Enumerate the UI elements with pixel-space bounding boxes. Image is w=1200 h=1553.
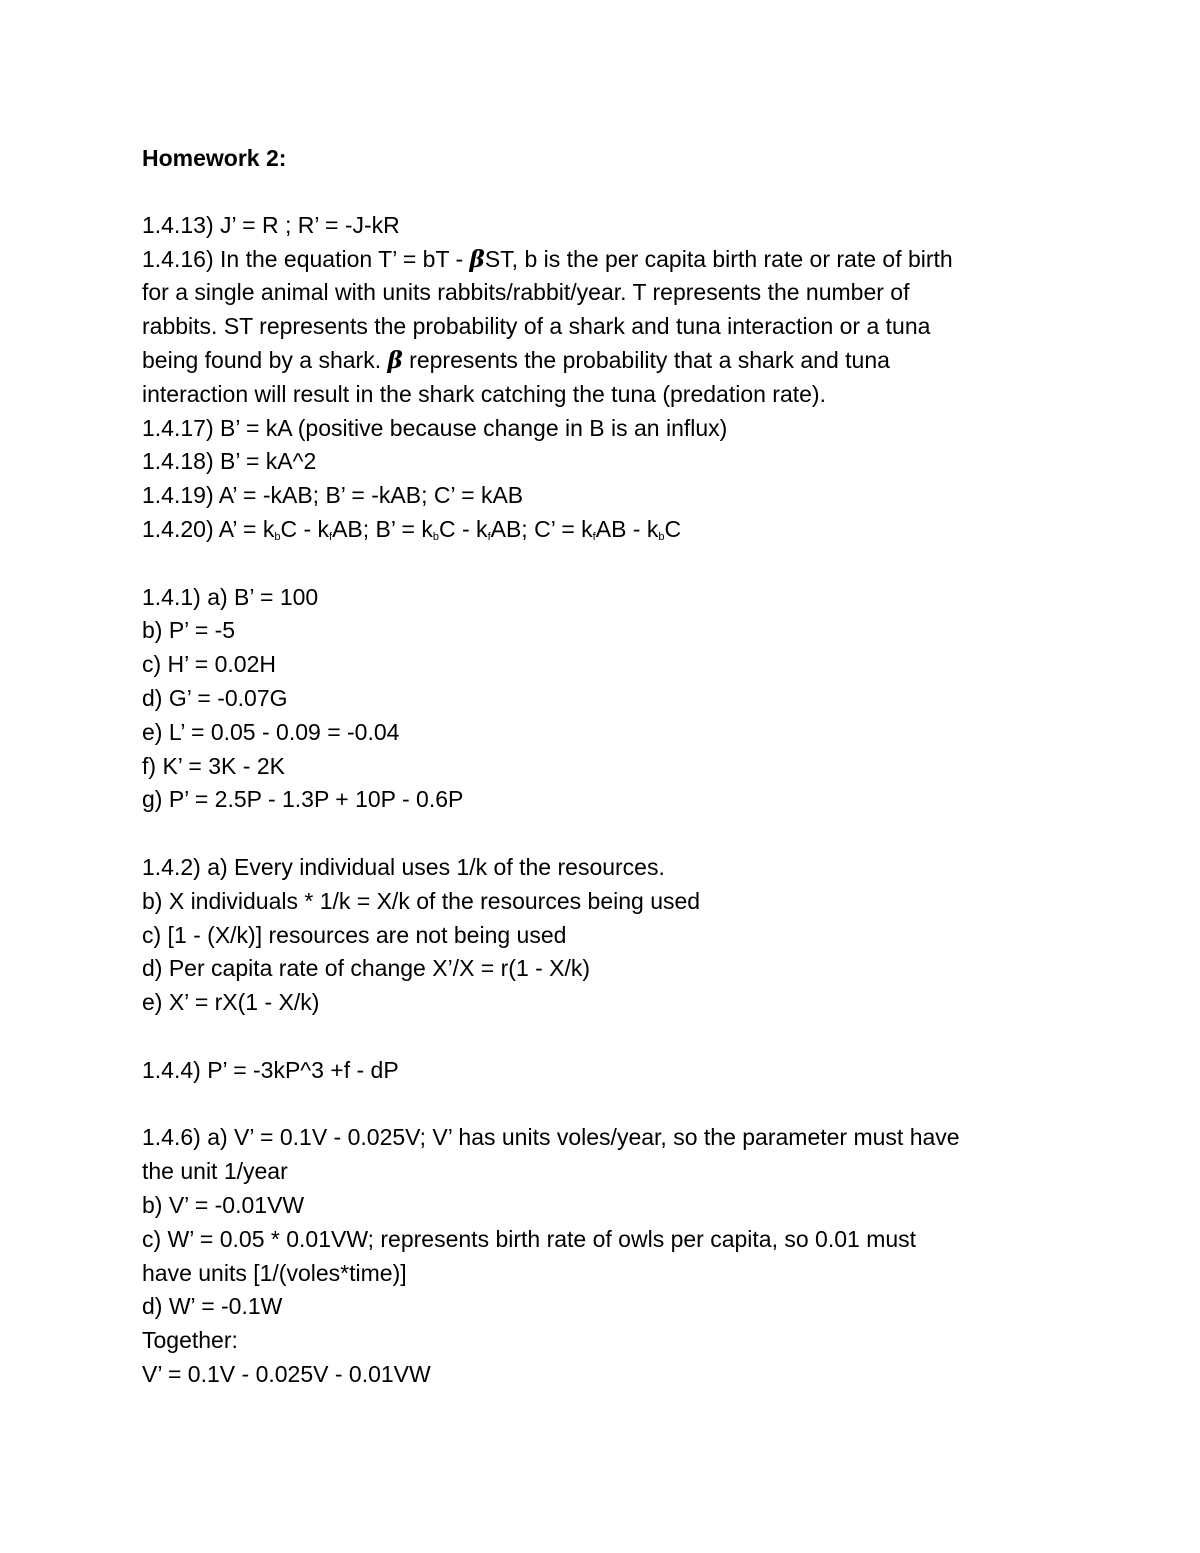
spacer bbox=[142, 175, 1072, 209]
spacer bbox=[142, 1020, 1072, 1054]
answer-1-4-16-cont: interaction will result in the shark catching the tuna (predation rate). bbox=[142, 380, 826, 407]
spacer bbox=[142, 817, 1072, 851]
answer-1-4-2-c: c) [1 - (X/k)] resources are not being used bbox=[142, 921, 567, 948]
answer-1-4-4: 1.4.4) P’ = -3kP^3 +f - dP bbox=[142, 1056, 399, 1083]
answer-1-4-19: 1.4.19) A’ = -kAB; B’ = -kAB; C’ = kAB bbox=[142, 482, 524, 509]
answer-text: AB; C’ = k bbox=[490, 515, 593, 542]
answer-1-4-1-b: b) P’ = -5 bbox=[142, 617, 236, 644]
answer-text: being found by a shark. bbox=[142, 346, 388, 373]
subscript-b: b bbox=[658, 530, 665, 543]
answer-text: ST, b is the per capita birth rate or rate of birth bbox=[484, 245, 953, 272]
spacer bbox=[142, 1088, 1072, 1122]
document-title: Homework 2: bbox=[142, 145, 287, 171]
subscript-f: f bbox=[487, 530, 491, 543]
answer-text: C bbox=[664, 515, 682, 542]
document-content bbox=[142, 141, 1072, 1392]
answer-1-4-1-c: c) H’ = 0.02H bbox=[142, 651, 277, 678]
answer-1-4-16-cont: for a single animal with units rabbits/rabbit/year. T represents the number of bbox=[142, 279, 910, 306]
answer-1-4-2-e: e) X’ = rX(1 - X/k) bbox=[142, 989, 320, 1016]
answer-1-4-1-e: e) L’ = 0.05 - 0.09 = -0.04 bbox=[142, 718, 400, 745]
answer-1-4-1-f: f) K’ = 3K - 2K bbox=[142, 752, 285, 779]
together-label: Together: bbox=[142, 1327, 238, 1354]
answer-1-4-6-a: 1.4.6) a) V’ = 0.1V - 0.025V; V’ has units voles/year, so the parameter must have bbox=[142, 1124, 960, 1151]
answer-text: 1.4.16) In the equation T’ = bT - bbox=[142, 245, 470, 272]
answer-1-4-6-c: c) W’ = 0.05 * 0.01VW; represents birth rate of owls per capita, so 0.01 must bbox=[142, 1225, 917, 1252]
answer-1-4-2-a: 1.4.2) a) Every individual uses 1/k of the resources. bbox=[142, 853, 665, 880]
spacer bbox=[142, 547, 1072, 581]
answer-1-4-1-a: 1.4.1) a) B’ = 100 bbox=[142, 583, 319, 610]
answer-1-4-6-a-cont: the unit 1/year bbox=[142, 1158, 288, 1185]
answer-text: AB; B’ = k bbox=[332, 515, 433, 542]
answer-1-4-16 bbox=[142, 243, 1072, 277]
answer-1-4-2-b: b) X individuals * 1/k = X/k of the resources being used bbox=[142, 887, 701, 914]
answer-1-4-18: 1.4.18) B’ = kA^2 bbox=[142, 448, 317, 475]
subscript-f: f bbox=[592, 530, 596, 543]
beta-symbol: β bbox=[387, 346, 403, 374]
subscript-f: f bbox=[329, 530, 333, 543]
beta-symbol: β bbox=[469, 245, 485, 273]
answer-1-4-6-c-cont: have units [1/(voles*time)] bbox=[142, 1259, 407, 1286]
answer-1-4-16-cont: rabbits. ST represents the probability of a shark and tuna interaction or a tuna bbox=[142, 313, 931, 340]
answer-1-4-17: 1.4.17) B’ = kA (positive because change in B is an influx) bbox=[142, 414, 728, 441]
subscript-b: b bbox=[274, 530, 281, 543]
answer-1-4-1-d: d) G’ = -0.07G bbox=[142, 684, 288, 711]
answer-1-4-16-cont bbox=[142, 344, 1072, 378]
answer-text: 1.4.20) A’ = k bbox=[142, 515, 275, 542]
answer-1-4-13: 1.4.13) J’ = R ; R’ = -J-kR bbox=[142, 211, 400, 238]
answer-1-4-1-g: g) P’ = 2.5P - 1.3P + 10P - 0.6P bbox=[142, 786, 464, 813]
answer-text: C - k bbox=[439, 515, 488, 542]
answer-text: represents the probability that a shark and tuna bbox=[402, 346, 890, 373]
combined-equation: V’ = 0.1V - 0.025V - 0.01VW bbox=[142, 1360, 431, 1387]
answer-1-4-2-d: d) Per capita rate of change X’/X = r(1 - X/k) bbox=[142, 955, 591, 982]
answer-1-4-20 bbox=[142, 513, 1072, 547]
answer-1-4-6-d: d) W’ = -0.1W bbox=[142, 1293, 283, 1320]
answer-text: AB - k bbox=[595, 515, 659, 542]
subscript-b: b bbox=[432, 530, 439, 543]
answer-1-4-6-b: b) V’ = -0.01VW bbox=[142, 1191, 305, 1218]
answer-text: C - k bbox=[280, 515, 330, 542]
